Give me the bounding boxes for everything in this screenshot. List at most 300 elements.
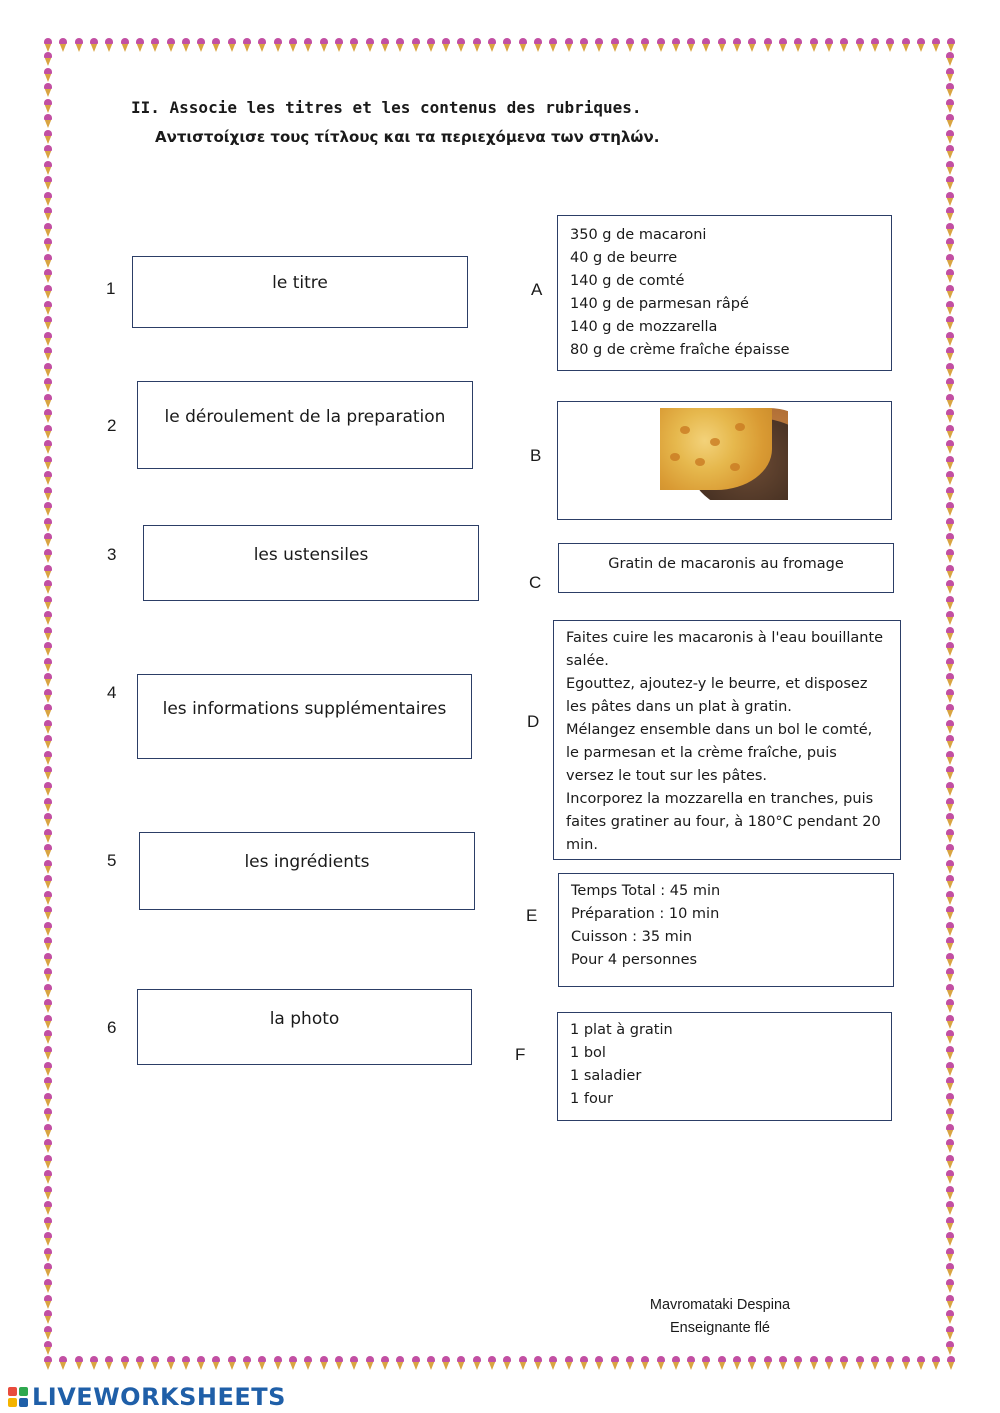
ice-cream-cone-icon	[44, 87, 52, 97]
ice-cream-cone-icon	[886, 1360, 894, 1370]
ice-cream-cone-icon	[473, 1360, 481, 1370]
ice-cream-cone-icon	[946, 848, 954, 858]
ice-cream-cone-icon	[946, 398, 954, 408]
ice-cream-cone-icon	[44, 864, 52, 874]
ice-cream-cone-icon	[44, 165, 52, 175]
ice-cream-cone-icon	[946, 755, 954, 765]
ice-cream-cone-icon	[44, 180, 52, 190]
content-letter-d: D	[527, 712, 540, 731]
ice-cream-cone-icon	[121, 42, 129, 52]
ice-cream-cone-icon	[902, 1360, 910, 1370]
ice-cream-cone-icon	[534, 42, 542, 52]
ice-cream-cone-icon	[44, 1097, 52, 1107]
ice-cream-cone-icon	[794, 1360, 802, 1370]
ice-cream-cone-icon	[946, 646, 954, 656]
ice-cream-cone-icon	[412, 42, 420, 52]
ice-cream-cone-icon	[442, 42, 450, 52]
ice-cream-cone-icon	[917, 1360, 925, 1370]
ice-cream-cone-icon	[519, 1360, 527, 1370]
preparation-step: Incorporez la mozzarella en tranches, puis faites gratiner au four, à 180°C pendant 20 min.	[566, 791, 881, 853]
ice-cream-cone-icon	[457, 1360, 465, 1370]
title-number-1: 1	[106, 279, 116, 298]
ice-cream-cone-icon	[946, 864, 954, 874]
ice-cream-cone-icon	[641, 42, 649, 52]
ice-cream-cone-icon	[44, 537, 52, 547]
ice-cream-cone-icon	[228, 42, 236, 52]
content-letter-f: F	[515, 1045, 526, 1064]
ice-cream-cone-icon	[44, 398, 52, 408]
ice-cream-cone-icon	[197, 1360, 205, 1370]
liveworksheets-logo[interactable]	[8, 1383, 286, 1411]
ice-cream-cone-icon	[946, 662, 954, 672]
ice-cream-cone-icon	[44, 382, 52, 392]
utensil-line: 1 four	[570, 1091, 613, 1107]
info-line: Pour 4 personnes	[571, 952, 698, 968]
ice-cream-cone-icon	[946, 879, 954, 889]
ice-cream-cone-icon	[44, 1143, 52, 1153]
ice-cream-cone-icon	[946, 149, 954, 159]
ice-cream-cone-icon	[366, 1360, 374, 1370]
ice-cream-cone-icon	[44, 460, 52, 470]
ice-cream-cone-icon	[212, 42, 220, 52]
ice-cream-cone-icon	[396, 1360, 404, 1370]
ice-cream-cone-icon	[274, 1360, 282, 1370]
ice-cream-cone-icon	[946, 118, 954, 128]
content-box-f-utensils[interactable]	[557, 1012, 892, 1121]
ice-cream-cone-icon	[946, 180, 954, 190]
ice-cream-cone-icon	[946, 833, 954, 843]
ice-cream-cone-icon	[549, 1360, 557, 1370]
title-label: les informations supplémentaires	[162, 699, 447, 719]
ice-cream-cone-icon	[44, 941, 52, 951]
ice-cream-cone-icon	[611, 42, 619, 52]
exercise-heading-greek: Αντιστοίχισε τους τίτλους και τα περιεχόμενα των στηλών.	[155, 128, 660, 146]
ice-cream-cone-icon	[946, 444, 954, 454]
ice-cream-cone-icon	[412, 1360, 420, 1370]
ice-cream-cone-icon	[825, 1360, 833, 1370]
ice-cream-cone-icon	[44, 926, 52, 936]
content-box-e-info[interactable]	[558, 873, 894, 987]
ice-cream-cone-icon	[488, 1360, 496, 1370]
ice-cream-cone-icon	[946, 289, 954, 299]
ice-cream-cone-icon	[947, 1360, 955, 1370]
ice-cream-cone-icon	[44, 739, 52, 749]
ice-cream-cone-icon	[151, 1360, 159, 1370]
ice-cream-cone-icon	[825, 42, 833, 52]
ice-cream-cone-icon	[44, 677, 52, 687]
ice-cream-cone-icon	[44, 475, 52, 485]
ice-cream-cone-icon	[946, 506, 954, 516]
title-label: les ustensiles	[253, 545, 369, 565]
decorative-border-top	[44, 40, 956, 54]
ice-cream-cone-icon	[946, 1283, 954, 1293]
ice-cream-cone-icon	[258, 42, 266, 52]
ice-cream-cone-icon	[44, 1159, 52, 1169]
ice-cream-cone-icon	[44, 413, 52, 423]
ice-cream-cone-icon	[44, 693, 52, 703]
ice-cream-cone-icon	[258, 1360, 266, 1370]
ice-cream-cone-icon	[44, 1019, 52, 1029]
ice-cream-cone-icon	[366, 42, 374, 52]
ice-cream-cone-icon	[946, 382, 954, 392]
ice-cream-cone-icon	[90, 42, 98, 52]
ice-cream-cone-icon	[733, 1360, 741, 1370]
ice-cream-cone-icon	[946, 708, 954, 718]
ice-cream-cone-icon	[946, 1143, 954, 1153]
title-box-2[interactable]	[137, 381, 473, 469]
ice-cream-cone-icon	[856, 1360, 864, 1370]
ice-cream-cone-icon	[457, 42, 465, 52]
ice-cream-cone-icon	[946, 367, 954, 377]
ice-cream-cone-icon	[580, 42, 588, 52]
ice-cream-cone-icon	[44, 258, 52, 268]
info-line: Préparation : 10 min	[571, 906, 720, 922]
ice-cream-cone-icon	[946, 56, 954, 66]
ice-cream-cone-icon	[946, 1267, 954, 1277]
logo-squares-icon	[8, 1387, 28, 1407]
ice-cream-cone-icon	[44, 1081, 52, 1091]
ice-cream-cone-icon	[672, 1360, 680, 1370]
ice-cream-cone-icon	[595, 42, 603, 52]
ice-cream-cone-icon	[320, 1360, 328, 1370]
ice-cream-cone-icon	[946, 957, 954, 967]
ice-cream-cone-icon	[549, 42, 557, 52]
ice-cream-cone-icon	[946, 802, 954, 812]
ice-cream-cone-icon	[473, 42, 481, 52]
ice-cream-cone-icon	[228, 1360, 236, 1370]
title-number-2: 2	[107, 416, 117, 435]
ice-cream-cone-icon	[946, 242, 954, 252]
info-line: Cuisson : 35 min	[571, 929, 693, 945]
decorative-border-right	[944, 56, 956, 1356]
info-line: Temps Total : 45 min	[571, 883, 721, 899]
ice-cream-cone-icon	[44, 103, 52, 113]
ice-cream-cone-icon	[565, 1360, 573, 1370]
ice-cream-cone-icon	[946, 522, 954, 532]
ice-cream-cone-icon	[946, 227, 954, 237]
ice-cream-cone-icon	[946, 569, 954, 579]
exercise-heading-french: II. Associe les titres et les contenus des rubriques.	[131, 98, 642, 117]
ice-cream-cone-icon	[304, 1360, 312, 1370]
ice-cream-cone-icon	[946, 475, 954, 485]
ice-cream-cone-icon	[946, 351, 954, 361]
ice-cream-cone-icon	[44, 491, 52, 501]
ice-cream-cone-icon	[75, 1360, 83, 1370]
ice-cream-cone-icon	[946, 165, 954, 175]
ice-cream-cone-icon	[44, 1112, 52, 1122]
ice-cream-cone-icon	[44, 1314, 52, 1324]
ice-cream-cone-icon	[946, 739, 954, 749]
ice-cream-cone-icon	[182, 42, 190, 52]
ice-cream-cone-icon	[932, 1360, 940, 1370]
ice-cream-cone-icon	[733, 42, 741, 52]
ice-cream-cone-icon	[946, 1314, 954, 1324]
ice-cream-cone-icon	[335, 1360, 343, 1370]
ice-cream-cone-icon	[946, 429, 954, 439]
ice-cream-cone-icon	[946, 553, 954, 563]
ice-cream-cone-icon	[44, 444, 52, 454]
content-box-d-preparation[interactable]	[553, 620, 901, 860]
ice-cream-cone-icon	[44, 584, 52, 594]
ice-cream-cone-icon	[946, 631, 954, 641]
ice-cream-cone-icon	[44, 1190, 52, 1200]
ice-cream-cone-icon	[946, 1097, 954, 1107]
ice-cream-cone-icon	[503, 42, 511, 52]
ice-cream-cone-icon	[44, 553, 52, 563]
ice-cream-cone-icon	[946, 258, 954, 268]
ice-cream-cone-icon	[946, 336, 954, 346]
ice-cream-cone-icon	[702, 42, 710, 52]
ice-cream-cone-icon	[44, 149, 52, 159]
ice-cream-cone-icon	[44, 1066, 52, 1076]
ice-cream-cone-icon	[44, 42, 52, 52]
ice-cream-cone-icon	[946, 1299, 954, 1309]
ice-cream-cone-icon	[946, 1190, 954, 1200]
ice-cream-cone-icon	[44, 336, 52, 346]
preparation-step: Mélangez ensemble dans un bol le comté, le parmesan et la crème fraîche, puis versez le tout sur les pâtes.	[566, 722, 873, 784]
title-number-3: 3	[107, 545, 117, 564]
ice-cream-cone-icon	[946, 491, 954, 501]
ice-cream-cone-icon	[657, 1360, 665, 1370]
decorative-border-bottom	[44, 1358, 956, 1372]
ice-cream-cone-icon	[44, 646, 52, 656]
ice-cream-cone-icon	[44, 305, 52, 315]
ice-cream-cone-icon	[44, 367, 52, 377]
ice-cream-cone-icon	[946, 1252, 954, 1262]
ice-cream-cone-icon	[243, 1360, 251, 1370]
ice-cream-cone-icon	[764, 42, 772, 52]
ice-cream-cone-icon	[44, 1283, 52, 1293]
title-label: la photo	[269, 1009, 340, 1029]
ice-cream-cone-icon	[946, 460, 954, 470]
ice-cream-cone-icon	[748, 1360, 756, 1370]
ice-cream-cone-icon	[136, 1360, 144, 1370]
ice-cream-cone-icon	[44, 631, 52, 641]
ingredient-line: 40 g de beurre	[570, 250, 678, 266]
ice-cream-cone-icon	[702, 1360, 710, 1370]
ice-cream-cone-icon	[946, 273, 954, 283]
author-name: Mavromataki Despina	[649, 1297, 791, 1313]
ice-cream-cone-icon	[748, 42, 756, 52]
ice-cream-cone-icon	[136, 42, 144, 52]
ice-cream-cone-icon	[565, 42, 573, 52]
ice-cream-cone-icon	[946, 693, 954, 703]
ice-cream-cone-icon	[44, 910, 52, 920]
ice-cream-cone-icon	[764, 1360, 772, 1370]
ice-cream-cone-icon	[946, 1050, 954, 1060]
ice-cream-cone-icon	[946, 584, 954, 594]
content-letter-c: C	[529, 573, 542, 592]
ice-cream-cone-icon	[44, 1267, 52, 1277]
ice-cream-cone-icon	[243, 42, 251, 52]
title-box-4[interactable]	[137, 674, 472, 759]
ice-cream-cone-icon	[212, 1360, 220, 1370]
utensil-line: 1 plat à gratin	[570, 1022, 673, 1038]
ice-cream-cone-icon	[44, 273, 52, 283]
ice-cream-cone-icon	[44, 972, 52, 982]
ice-cream-cone-icon	[946, 941, 954, 951]
ice-cream-cone-icon	[856, 42, 864, 52]
ice-cream-cone-icon	[44, 615, 52, 625]
ice-cream-cone-icon	[44, 1236, 52, 1246]
ice-cream-cone-icon	[902, 42, 910, 52]
ice-cream-cone-icon	[946, 1034, 954, 1044]
ice-cream-cone-icon	[871, 42, 879, 52]
title-number-5: 5	[107, 851, 117, 870]
ice-cream-cone-icon	[44, 506, 52, 516]
ice-cream-cone-icon	[44, 1221, 52, 1231]
ice-cream-cone-icon	[488, 42, 496, 52]
ice-cream-cone-icon	[946, 1081, 954, 1091]
ice-cream-cone-icon	[779, 1360, 787, 1370]
ice-cream-cone-icon	[44, 118, 52, 128]
ice-cream-cone-icon	[946, 1066, 954, 1076]
ice-cream-cone-icon	[59, 42, 67, 52]
ice-cream-cone-icon	[381, 42, 389, 52]
ingredient-line: 140 g de parmesan râpé	[570, 296, 749, 312]
ice-cream-cone-icon	[946, 770, 954, 780]
ice-cream-cone-icon	[794, 42, 802, 52]
ice-cream-cone-icon	[44, 72, 52, 82]
title-box-5[interactable]	[139, 832, 475, 910]
gratin-photo	[660, 408, 788, 500]
ice-cream-cone-icon	[946, 786, 954, 796]
title-label: le titre	[272, 273, 328, 293]
ice-cream-cone-icon	[503, 1360, 511, 1370]
ice-cream-cone-icon	[44, 600, 52, 610]
ice-cream-cone-icon	[946, 320, 954, 330]
ice-cream-cone-icon	[810, 1360, 818, 1370]
ice-cream-cone-icon	[44, 320, 52, 330]
ice-cream-cone-icon	[519, 42, 527, 52]
ice-cream-cone-icon	[840, 42, 848, 52]
ice-cream-cone-icon	[44, 1360, 52, 1370]
title-box-6[interactable]	[137, 989, 472, 1065]
ice-cream-cone-icon	[335, 42, 343, 52]
utensil-line: 1 bol	[570, 1045, 606, 1061]
ice-cream-cone-icon	[946, 87, 954, 97]
ice-cream-cone-icon	[44, 879, 52, 889]
ice-cream-cone-icon	[44, 134, 52, 144]
content-box-c-title[interactable]	[558, 543, 894, 593]
ice-cream-cone-icon	[44, 817, 52, 827]
ice-cream-cone-icon	[886, 42, 894, 52]
title-number-4: 4	[107, 683, 117, 702]
ice-cream-cone-icon	[44, 957, 52, 967]
ice-cream-cone-icon	[946, 413, 954, 423]
ice-cream-cone-icon	[626, 42, 634, 52]
ice-cream-cone-icon	[946, 1205, 954, 1215]
ice-cream-cone-icon	[44, 848, 52, 858]
ice-cream-cone-icon	[932, 42, 940, 52]
ice-cream-cone-icon	[946, 134, 954, 144]
ice-cream-cone-icon	[167, 42, 175, 52]
ice-cream-cone-icon	[946, 926, 954, 936]
ice-cream-cone-icon	[871, 1360, 879, 1370]
ice-cream-cone-icon	[44, 755, 52, 765]
preparation-step: Faites cuire les macaronis à l'eau bouillante salée.	[566, 630, 884, 669]
ice-cream-cone-icon	[44, 211, 52, 221]
content-letter-e: E	[526, 906, 538, 925]
content-box-a-ingredients[interactable]	[557, 215, 892, 371]
ice-cream-cone-icon	[657, 42, 665, 52]
ice-cream-cone-icon	[44, 1252, 52, 1262]
ice-cream-cone-icon	[946, 615, 954, 625]
ice-cream-cone-icon	[946, 600, 954, 610]
ice-cream-cone-icon	[946, 1345, 954, 1355]
ice-cream-cone-icon	[595, 1360, 603, 1370]
content-letter-b: B	[530, 446, 542, 465]
ice-cream-cone-icon	[44, 895, 52, 905]
ice-cream-cone-icon	[946, 988, 954, 998]
ice-cream-cone-icon	[44, 1034, 52, 1044]
ice-cream-cone-icon	[44, 522, 52, 532]
ice-cream-cone-icon	[687, 1360, 695, 1370]
ice-cream-cone-icon	[946, 1003, 954, 1013]
ice-cream-cone-icon	[105, 1360, 113, 1370]
ice-cream-cone-icon	[90, 1360, 98, 1370]
ice-cream-cone-icon	[44, 429, 52, 439]
ice-cream-cone-icon	[44, 724, 52, 734]
ice-cream-cone-icon	[44, 708, 52, 718]
ice-cream-cone-icon	[44, 1205, 52, 1215]
ice-cream-cone-icon	[427, 1360, 435, 1370]
ice-cream-cone-icon	[59, 1360, 67, 1370]
ice-cream-cone-icon	[947, 42, 955, 52]
ice-cream-cone-icon	[350, 1360, 358, 1370]
ice-cream-cone-icon	[672, 42, 680, 52]
logo-text: LIVEWORKSHEETS	[32, 1383, 286, 1411]
preparation-step: Egouttez, ajoutez-y le beurre, et disposez les pâtes dans un plat à gratin.	[566, 676, 868, 715]
ice-cream-cone-icon	[182, 1360, 190, 1370]
ingredient-line: 140 g de mozzarella	[570, 319, 718, 335]
ice-cream-cone-icon	[946, 817, 954, 827]
ice-cream-cone-icon	[44, 242, 52, 252]
ice-cream-cone-icon	[946, 972, 954, 982]
recipe-title: Gratin de macaronis au fromage	[608, 556, 844, 572]
content-letter-a: A	[531, 280, 543, 299]
ice-cream-cone-icon	[44, 833, 52, 843]
ice-cream-cone-icon	[946, 211, 954, 221]
ice-cream-cone-icon	[44, 1050, 52, 1060]
ice-cream-cone-icon	[44, 1174, 52, 1184]
ice-cream-cone-icon	[44, 351, 52, 361]
ice-cream-cone-icon	[44, 988, 52, 998]
title-label: le déroulement de la preparation	[164, 407, 446, 427]
ice-cream-cone-icon	[289, 1360, 297, 1370]
ice-cream-cone-icon	[946, 1236, 954, 1246]
title-box-3[interactable]	[143, 525, 479, 601]
ice-cream-cone-icon	[946, 1174, 954, 1184]
ice-cream-cone-icon	[44, 662, 52, 672]
ice-cream-cone-icon	[167, 1360, 175, 1370]
ice-cream-cone-icon	[611, 1360, 619, 1370]
ice-cream-cone-icon	[197, 42, 205, 52]
ice-cream-cone-icon	[44, 289, 52, 299]
decorative-border-left	[42, 56, 54, 1356]
ice-cream-cone-icon	[946, 1159, 954, 1169]
title-box-1[interactable]	[132, 256, 468, 328]
ice-cream-cone-icon	[946, 910, 954, 920]
ice-cream-cone-icon	[442, 1360, 450, 1370]
ice-cream-cone-icon	[44, 196, 52, 206]
ice-cream-cone-icon	[304, 42, 312, 52]
ice-cream-cone-icon	[946, 103, 954, 113]
ice-cream-cone-icon	[946, 677, 954, 687]
ice-cream-cone-icon	[44, 227, 52, 237]
ice-cream-cone-icon	[580, 1360, 588, 1370]
ice-cream-cone-icon	[917, 42, 925, 52]
